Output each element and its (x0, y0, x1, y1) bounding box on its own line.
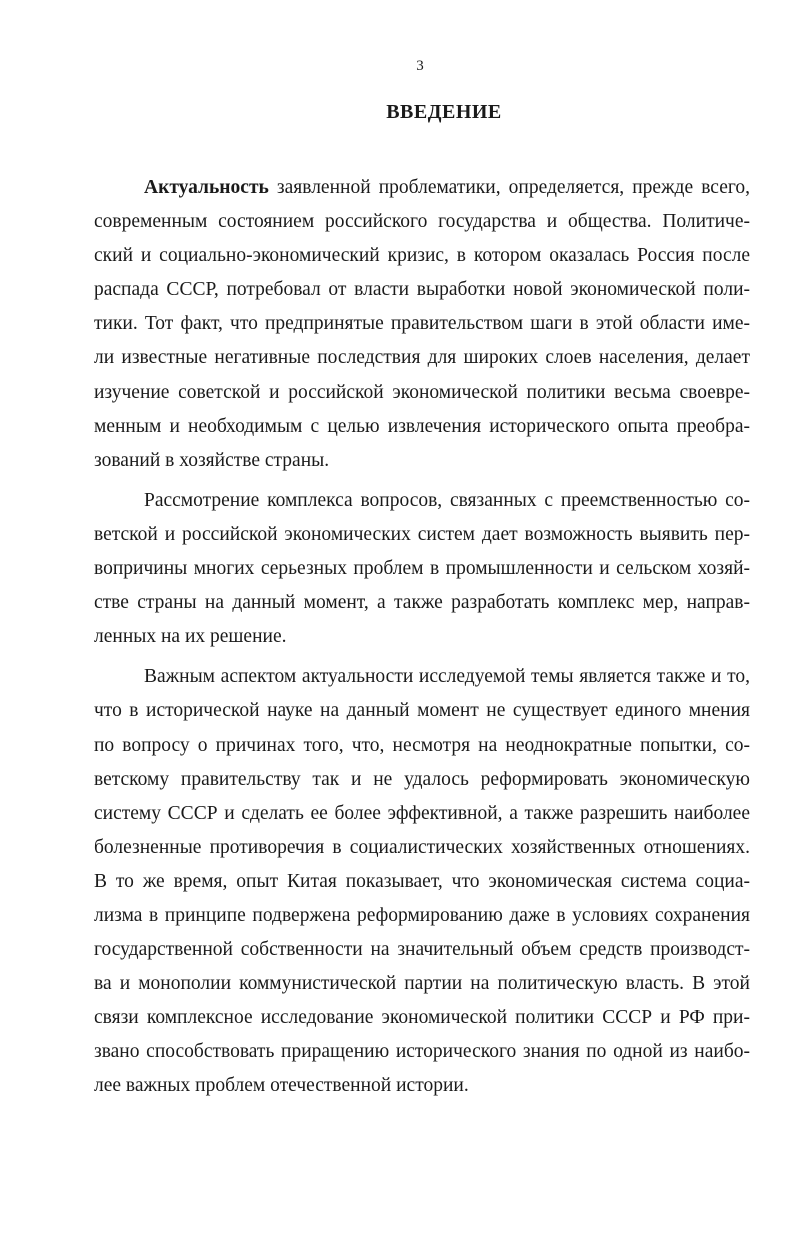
text-line: ветскому правительству так и не удалось реформировать экономическую (94, 768, 750, 790)
text-line: зований в хозяйстве страны. (94, 449, 330, 471)
text-line: ли известные негативные последствия для широких слоев населения, делает (94, 347, 750, 369)
text-line: В то же время, опыт Китая показывает, что экономическая система социа- (94, 870, 750, 892)
paragraph-relevance (94, 171, 750, 478)
text-line: что в исторической науке на данный момент не существует единого мнения (94, 700, 750, 722)
text-line: ва и монополии коммунистической партии на политическую власть. В этой (94, 973, 750, 995)
text-line: лизма в принципе подвержена реформированию даже в условиях сохранения (94, 904, 750, 926)
text-line: ветской и российской экономических систем дает возможность выявить пер- (94, 523, 750, 545)
text-line (94, 171, 750, 205)
text-line: тики. Тот факт, что предпринятые правительством шаги в этой области име- (94, 313, 750, 335)
text-line: ский и социально-экономический кризис, в котором оказалась Россия после (94, 245, 750, 267)
text-line: современным состоянием российского государства и общества. Политиче- (94, 211, 750, 233)
text-line: связи комплексное исследование экономической политики СССР и РФ при- (94, 1007, 750, 1029)
text-line: звано способствовать приращению исторического знания по одной из наибо- (94, 1041, 750, 1063)
page-title: ВВЕДЕНИЕ (386, 101, 502, 123)
text-line: ленных на их решение. (94, 626, 287, 648)
text-line: менным и необходимым с целью извлечения исторического опыта преобра- (94, 415, 750, 437)
text-line: по вопросу о причинах того, что, несмотря на неоднократные попытки, со- (94, 734, 750, 756)
text-line: систему СССР и сделать ее более эффективной, а также разрешить наиболее (94, 802, 750, 824)
text-line: болезненные противоречия в социалистических хозяйственных отношениях. (94, 836, 750, 858)
text-line: Рассмотрение комплекса вопросов, связанных с преемственностью со- (144, 489, 750, 511)
paragraph-continuity (94, 484, 750, 654)
text-line-rest: заявленной проблематики, определяется, прежде всего, (268, 177, 750, 198)
page-number: 3 (416, 58, 424, 74)
text-line: лее важных проблем отечественной истории. (94, 1075, 469, 1097)
text-line: государственной собственности на значительный объем средств производст- (94, 939, 750, 961)
bold-term: Актуальность (144, 177, 269, 198)
body-text (94, 171, 750, 1104)
paragraph-aspect (94, 660, 750, 1103)
text-line: изучение советской и российской экономической политики весьма своевре- (94, 381, 750, 403)
text-line: распада СССР, потребовал от власти выработки новой экономической поли- (94, 279, 750, 301)
text-line: вопричины многих серьезных проблем в промышленности и сельском хозяй- (94, 558, 750, 580)
text-line: Важным аспектом актуальности исследуемой темы является также и то, (144, 666, 750, 688)
text-line: стве страны на данный момент, а также разработать комплекс мер, направ- (94, 592, 750, 614)
